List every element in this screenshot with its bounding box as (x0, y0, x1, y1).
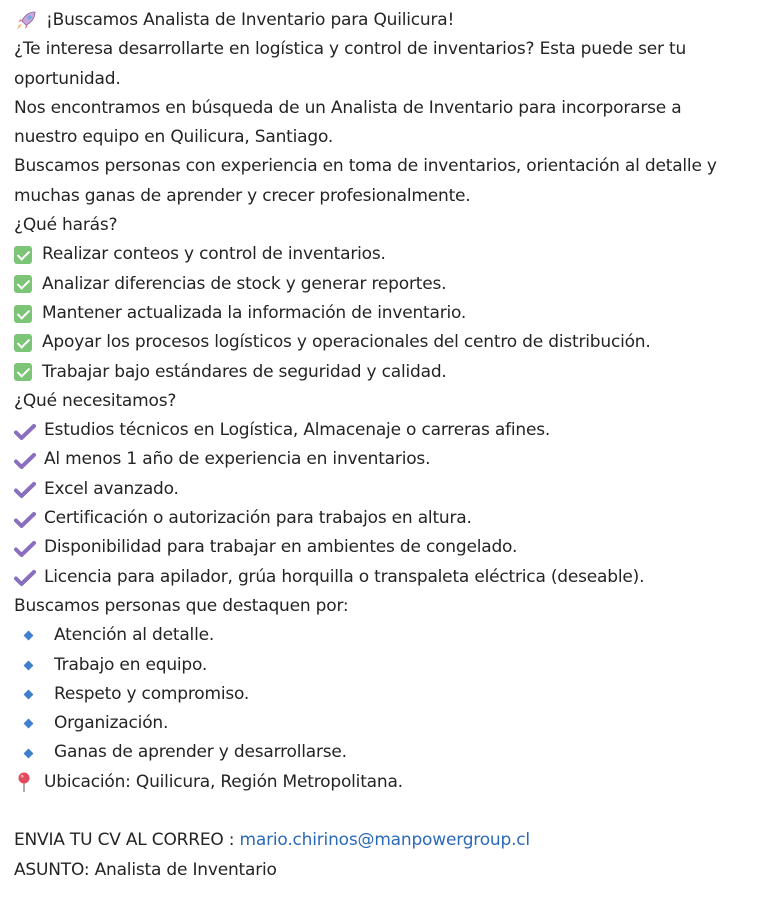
task-item (14, 358, 781, 387)
trait-item (14, 680, 781, 709)
requirement-text: Certificación o autorización para trabajos en altura. (44, 508, 472, 529)
heavy-check-icon (14, 539, 36, 557)
check-box-icon (14, 275, 32, 293)
requirement-item (14, 533, 781, 562)
round-pushpin-icon (14, 771, 34, 793)
subject-line: ASUNTO: Analista de Inventario (14, 859, 277, 880)
trait-text: Trabajo en equipo. (54, 654, 208, 675)
task-text: Apoyar los procesos logísticos y operacionales del centro de distribución. (42, 332, 651, 353)
task-item (14, 240, 781, 269)
contact-line (14, 826, 781, 855)
small-blue-diamond-icon (18, 716, 38, 732)
check-box-icon (14, 305, 32, 323)
cv-label: ENVIA TU CV AL CORREO : (14, 830, 235, 851)
requirement-text: Al menos 1 año de experiencia en inventarios. (44, 449, 431, 470)
trait-item (14, 709, 781, 738)
trait-text: Atención al detalle. (54, 625, 215, 646)
task-item (14, 328, 781, 357)
rocket-icon (14, 10, 38, 32)
intro-line: nuestro equipo en Quilicura, Santiago. (14, 127, 334, 148)
trait-text: Respeto y compromiso. (54, 683, 250, 704)
intro-line: Nos encontramos en búsqueda de un Analista de Inventario para incorporarse a (14, 97, 682, 118)
requirement-text: Licencia para apilador, grúa horquilla o transpaleta eléctrica (deseable). (44, 566, 645, 587)
requirement-item (14, 445, 781, 474)
tasks-heading: ¿Qué harás? (14, 215, 118, 236)
requirement-text: Disponibilidad para trabajar en ambientes de congelado. (44, 537, 518, 558)
spacer (14, 797, 781, 826)
location-text: Ubicación: Quilicura, Región Metropolitana. (44, 771, 403, 792)
task-item (14, 270, 781, 299)
requirement-text: Estudios técnicos en Logística, Almacenaje o carreras afines. (44, 420, 551, 441)
task-text: Mantener actualizada la información de inventario. (42, 302, 467, 323)
intro-line: Buscamos personas con experiencia en toma de inventarios, orientación al detalle y (14, 156, 717, 177)
requirement-item (14, 416, 781, 445)
heavy-check-icon (14, 568, 36, 586)
trait-text: Organización. (54, 713, 169, 734)
small-blue-diamond-icon (18, 657, 38, 673)
post-title: ¡Buscamos Analista de Inventario para Quilicura! (46, 10, 455, 30)
location-line (14, 768, 781, 797)
requirement-item (14, 504, 781, 533)
requirement-item (14, 563, 781, 592)
trait-text: Ganas de aprender y desarrollarse. (54, 742, 347, 763)
intro-line: muchas ganas de aprender y crecer profesionalmente. (14, 185, 471, 206)
requirement-text: Excel avanzado. (44, 478, 179, 499)
trait-item (14, 621, 781, 650)
post-title-line (14, 6, 781, 35)
small-blue-diamond-icon (18, 686, 38, 702)
heavy-check-icon (14, 480, 36, 498)
task-text: Analizar diferencias de stock y generar reportes. (42, 273, 447, 294)
requirements-heading: ¿Qué necesitamos? (14, 390, 177, 411)
check-box-icon (14, 363, 32, 381)
intro-line: oportunidad. (14, 68, 121, 89)
intro-line: ¿Te interesa desarrollarte en logística y control de inventarios? Esta puede ser tu (14, 39, 687, 60)
trait-item (14, 651, 781, 680)
check-box-icon (14, 334, 32, 352)
heavy-check-icon (14, 422, 36, 440)
small-blue-diamond-icon (18, 745, 38, 761)
task-text: Realizar conteos y control de inventarios. (42, 244, 386, 265)
small-blue-diamond-icon (18, 628, 38, 644)
check-box-icon (14, 246, 32, 264)
trait-item (14, 738, 781, 767)
task-item (14, 299, 781, 328)
heavy-check-icon (14, 510, 36, 528)
email-link[interactable]: mario.chirinos@manpowergroup.cl (239, 830, 530, 851)
task-text: Trabajar bajo estándares de seguridad y calidad. (42, 361, 447, 382)
requirement-item (14, 475, 781, 504)
traits-heading: Buscamos personas que destaquen por: (14, 595, 349, 616)
heavy-check-icon (14, 451, 36, 469)
